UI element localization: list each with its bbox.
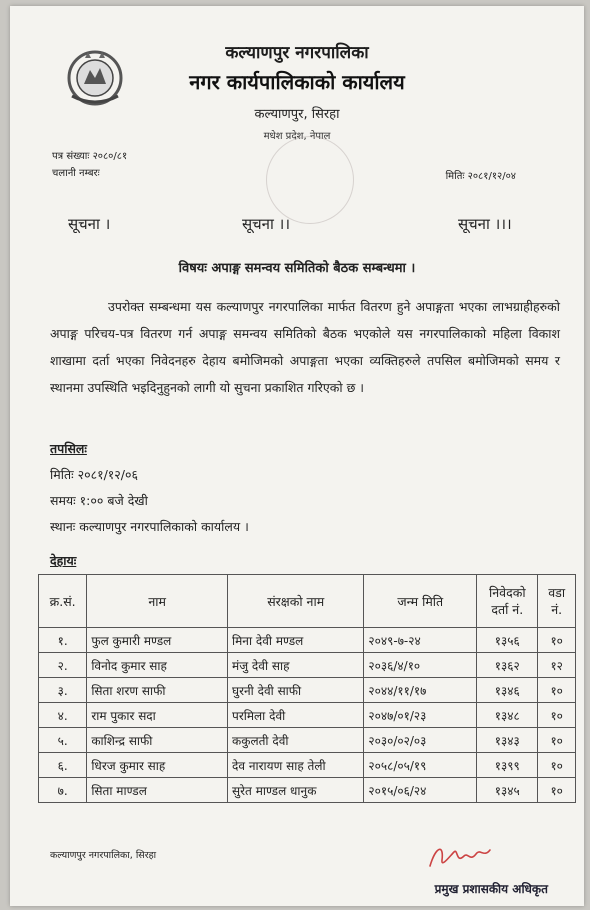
notice-label-1: सूचना । bbox=[68, 215, 111, 233]
municipality-name: कल्याणपुर नगरपालिका bbox=[225, 43, 369, 63]
cell-serial: ७. bbox=[39, 778, 87, 803]
table-row bbox=[39, 778, 576, 803]
cell-ward: १० bbox=[538, 728, 576, 753]
reference-block bbox=[52, 148, 127, 182]
cell-dob: २०१५/०६/२४ bbox=[364, 778, 477, 803]
cell-serial: ४. bbox=[39, 703, 87, 728]
table-row bbox=[39, 628, 576, 653]
cell-registration-no: १३४३ bbox=[477, 728, 538, 753]
cell-registration-no: १३५६ bbox=[477, 628, 538, 653]
col-serial: क्र.सं. bbox=[39, 575, 87, 628]
meeting-date: मितिः २०८१/१२/०६ bbox=[50, 467, 138, 482]
dehaya-title: देहायः bbox=[50, 553, 77, 568]
cell-serial: २. bbox=[39, 653, 87, 678]
cell-dob: २०३६/४/१० bbox=[364, 653, 477, 678]
tapsil-title: तपसिलः bbox=[50, 441, 87, 456]
notice-label-2: सूचना ।। bbox=[242, 215, 291, 233]
cell-ward: १० bbox=[538, 703, 576, 728]
col-registration-no: निवेदको दर्ता नं. bbox=[477, 575, 538, 628]
meeting-place: स्थानः कल्याणपुर नगरपालिकाको कार्यालय । bbox=[50, 519, 249, 534]
notice-document bbox=[10, 6, 584, 906]
office-name: नगर कार्यपालिकाको कार्यालय bbox=[189, 70, 405, 94]
office-location: कल्याणपुर, सिरहा bbox=[254, 107, 340, 122]
cell-dob: २०३०/०२/०३ bbox=[364, 728, 477, 753]
cell-ward: १० bbox=[538, 753, 576, 778]
cell-ward: १० bbox=[538, 678, 576, 703]
province-line: मधेश प्रदेश, नेपाल bbox=[263, 131, 331, 142]
col-guardian: संरक्षको नाम bbox=[228, 575, 364, 628]
cell-guardian: देव नारायण साह तेली bbox=[228, 753, 364, 778]
cell-name: काशिन्द्र साफी bbox=[87, 728, 228, 753]
cell-dob: २०४४/११/१७ bbox=[364, 678, 477, 703]
issue-date: मितिः २०८१/१२/०४ bbox=[445, 171, 516, 182]
cell-registration-no: १३९९ bbox=[477, 753, 538, 778]
tapsil-block bbox=[50, 436, 249, 574]
body-paragraph: उपरोक्त सम्बन्धमा यस कल्याणपुर नगरपालिका मार्फत वितरण हुने अपाङ्गता भएका लाभग्राहीहरुको अपाङ्ग परिचय-पत्र वितरण गर्न अपाङ्ग समन्वय समितिको बैठक भएकोले यस नगरपालिकाको महिला विकाश शाखामा दर्ता भएका निवेदनहरु देहाय बमोजिमको अपाङ्गता भएका व्यक्तिहरुले तपसिल बमोजिमको समय र स्थानमा उपस्थिति भइदिनुहुनको लागी यो सुचना प्रकाशित गरिएको छ । bbox=[50, 299, 560, 395]
meeting-time: समयः १:०० बजे देखी bbox=[50, 493, 148, 508]
cell-registration-no: १३४५ bbox=[477, 778, 538, 803]
cell-guardian: घुरनी देवी साफी bbox=[228, 678, 364, 703]
table-row bbox=[39, 728, 576, 753]
table-header-row bbox=[39, 575, 576, 628]
col-dob: जन्म मिति bbox=[364, 575, 477, 628]
table-row bbox=[39, 678, 576, 703]
faded-stamp bbox=[266, 136, 354, 224]
cell-name: सिता माण्डल bbox=[87, 778, 228, 803]
cell-dob: २०४७/०१/२३ bbox=[364, 703, 477, 728]
subject-line: विषयः अपाङ्ग समन्वय समितिको बैठक सम्बन्धमा । bbox=[178, 261, 416, 276]
letter-number: पत्र संख्याः २०८०/८१ bbox=[52, 151, 128, 162]
cell-serial: १. bbox=[39, 628, 87, 653]
cell-guardian: मिना देवी मण्डल bbox=[228, 628, 364, 653]
table-row bbox=[39, 653, 576, 678]
notice-label-3: सूचना ।।। bbox=[458, 215, 512, 233]
col-name: नाम bbox=[87, 575, 228, 628]
officer-designation: प्रमुख प्रशासकीय अधिकृत bbox=[434, 882, 548, 896]
cell-serial: ५. bbox=[39, 728, 87, 753]
dispatch-number: चलानी नम्बरः bbox=[52, 168, 100, 179]
cell-registration-no: १३६२ bbox=[477, 653, 538, 678]
cell-serial: ६. bbox=[39, 753, 87, 778]
cell-ward: १० bbox=[538, 628, 576, 653]
cell-dob: २०४९-७-२४ bbox=[364, 628, 477, 653]
cell-registration-no: १३४६ bbox=[477, 678, 538, 703]
beneficiary-table bbox=[38, 574, 576, 803]
cell-dob: २०५८/०५/१९ bbox=[364, 753, 477, 778]
cell-ward: १० bbox=[538, 778, 576, 803]
cell-guardian: परमिला देवी bbox=[228, 703, 364, 728]
cell-name: धिरज कुमार साह bbox=[87, 753, 228, 778]
cell-serial: ३. bbox=[39, 678, 87, 703]
table-row bbox=[39, 703, 576, 728]
cell-guardian: सुरेत माण्डल धानुक bbox=[228, 778, 364, 803]
cell-ward: १२ bbox=[538, 653, 576, 678]
col-ward: वडा नं. bbox=[538, 575, 576, 628]
cell-name: सिता शरण साफी bbox=[87, 678, 228, 703]
footer-municipality: कल्याणपुर नगरपालिका, सिरहा bbox=[50, 850, 157, 861]
cell-name: विनोद कुमार साह bbox=[87, 653, 228, 678]
cell-guardian: मंजु देवी साह bbox=[228, 653, 364, 678]
table-row bbox=[39, 753, 576, 778]
cell-name: फुल कुमारी मण्डल bbox=[87, 628, 228, 653]
cell-registration-no: १३४८ bbox=[477, 703, 538, 728]
cell-guardian: ककुलती देवी bbox=[228, 728, 364, 753]
signature-icon bbox=[426, 836, 496, 876]
cell-name: राम पुकार सदा bbox=[87, 703, 228, 728]
